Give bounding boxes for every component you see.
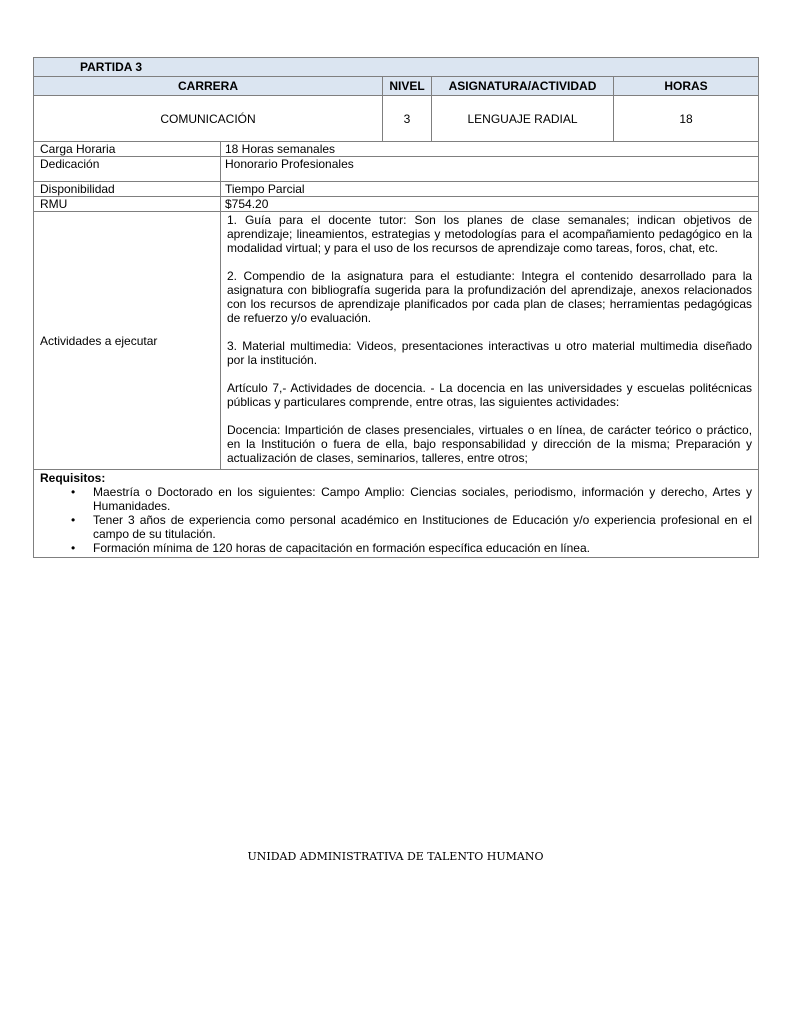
value-asignatura: LENGUAJE RADIAL [432,96,614,142]
header-asignatura: ASIGNATURA/ACTIVIDAD [432,77,614,96]
requirements-list [40,485,752,555]
detail-row-dedicacion [34,157,759,182]
detail-label: Carga Horaria [34,142,221,157]
job-posting [33,57,758,558]
requirement-item: • Tener 3 años de experiencia como personal académico en Instituciones de Educación y/o experiencia profesional en el campo de su titulación. [93,513,752,541]
activity-paragraph: Artículo 7,- Actividades de docencia. - La docencia en las universidades y escuelas politécnicas públicas y particulares comprende, entre otras, las siguientes actividades: [227,381,753,409]
activities-label: Actividades a ejecutar [34,212,221,470]
detail-value: Tiempo Parcial [221,182,759,197]
requirements-content [34,470,759,558]
detail-row-carga [34,142,759,157]
detail-row-rmu [34,197,759,212]
activities-content [221,212,759,470]
detail-label: Disponibilidad [34,182,221,197]
requirement-item: • Maestría o Doctorado en los siguientes: Campo Amplio: Ciencias sociales, periodismo, información y derecho, Artes y Humanidades. [93,485,752,513]
requirements-row [34,470,759,558]
header-horas: HORAS [614,77,759,96]
header-row [34,77,759,96]
requirement-item: • Formación mínima de 120 horas de capacitación en formación específica educación en línea. [93,541,752,555]
activity-paragraph: 2. Compendio de la asignatura para el estudiante: Integra el contenido desarrollado para la asignatura con bibliografía sugerida para la profundización del aprendizaje, anexos relacionados con los recursos de aprendizaje planificados por cada plan de clases; herramientas pedagógicas de refuerzo y/o evaluación. [227,269,753,325]
detail-value: Honorario Profesionales [221,157,759,182]
detail-value: 18 Horas semanales [221,142,759,157]
detail-label: Dedicación [34,157,221,182]
value-carrera: COMUNICACIÓN [34,96,383,142]
activity-paragraph: 1. Guía para el docente tutor: Son los planes de clase semanales; indican objetivos de aprendizaje; lineamientos, estrategias y metodologías para el acompañamiento pedagógico en la modalidad virtual; y para el uso de los recursos de aprendizaje como tareas, foros, chat, etc. [227,213,753,255]
value-horas: 18 [614,96,759,142]
footer-unit-name: UNIDAD ADMINISTRATIVA DE TALENTO HUMANO [247,850,544,863]
partida-row [34,58,759,77]
position-table [33,57,759,558]
activities-row [34,212,759,470]
activity-paragraph: 3. Material multimedia: Videos, presentaciones interactivas u otro material multimedia diseñado por la institución. [227,339,753,367]
partida-title: PARTIDA 3 [34,58,759,77]
detail-label: RMU [34,197,221,212]
header-nivel: NIVEL [383,77,432,96]
detail-value: $754.20 [221,197,759,212]
requirements-title: Requisitos: [40,471,106,485]
value-nivel: 3 [383,96,432,142]
detail-row-disponibilidad [34,182,759,197]
header-carrera: CARRERA [34,77,383,96]
activity-paragraph: Docencia: Impartición de clases presenciales, virtuales o en línea, de carácter teórico o práctico, en la Institución o fuera de ella, bajo responsabilidad y dirección de la misma; Preparación y actualización de clases, seminarios, talleres, entre otros; [227,423,753,465]
values-row [34,96,759,142]
